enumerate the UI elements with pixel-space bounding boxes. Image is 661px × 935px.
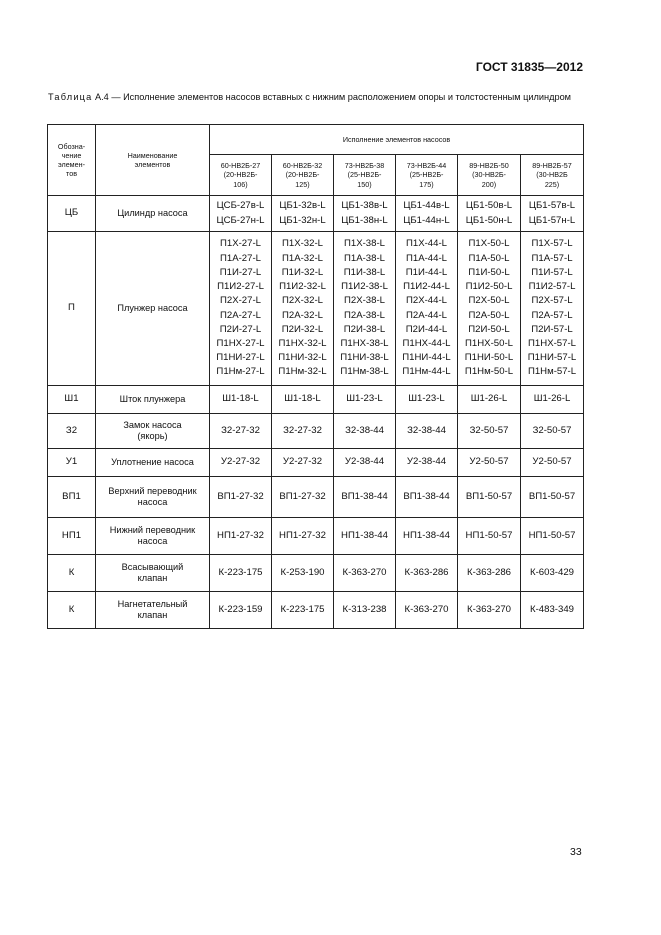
element-variant-value: З2-50-57: [458, 414, 521, 449]
element-variant-value: П1Х-27-L П1А-27-L П1И-27-L П1И2-27-L П2Х-27-L П2А-27-L П2И-27-L П1НХ-27-L П1НИ-27-L П1Нм-27-L: [210, 232, 272, 386]
element-variant-value: У2-50-57: [458, 449, 521, 477]
element-variant-value: К-223-175: [272, 592, 334, 629]
element-variant-value: ЦСБ-27в-L ЦСБ-27н-L: [210, 196, 272, 232]
element-variant-value: З2-27-32: [210, 414, 272, 449]
element-designation: У1: [48, 449, 96, 477]
element-variant-value: ВП1-38-44: [396, 477, 458, 518]
element-variant-value: К-313-238: [334, 592, 396, 629]
element-designation: П: [48, 232, 96, 386]
header-variant: 60-НВ2Б-27 (20-НВ2Б- 106): [210, 155, 272, 196]
element-variant-value: К-603-429: [521, 555, 584, 592]
element-designation: НП1: [48, 518, 96, 555]
element-variant-value: НП1-38-44: [396, 518, 458, 555]
element-variant-value: ЦБ1-44в-L ЦБ1-44н-L: [396, 196, 458, 232]
element-variant-value: У2-50-57: [521, 449, 584, 477]
table-row: [48, 477, 584, 518]
header-variant: 60-НВ2Б-32 (20-НВ2Б- 125): [272, 155, 334, 196]
element-variant-value: НП1-27-32: [272, 518, 334, 555]
element-variant-value: З2-50-57: [521, 414, 584, 449]
table-body: [48, 196, 584, 629]
element-variant-value: П1Х-32-L П1А-32-L П1И-32-L П1И2-32-L П2Х-32-L П2А-32-L П2И-32-L П1НХ-32-L П1НИ-32-L П1Нм-32-L: [272, 232, 334, 386]
element-name: Уплотнение насоса: [96, 449, 210, 477]
element-variant-value: ЦБ1-50в-L ЦБ1-50н-L: [458, 196, 521, 232]
element-variant-value: ЦБ1-32в-L ЦБ1-32н-L: [272, 196, 334, 232]
element-variant-value: НП1-50-57: [458, 518, 521, 555]
table-row: [48, 386, 584, 414]
header-variant: 89-НВ2Б-50 (30-НВ2Б- 200): [458, 155, 521, 196]
page-number: 33: [570, 846, 582, 858]
element-variant-value: К-363-270: [458, 592, 521, 629]
table-row: [48, 592, 584, 629]
header-variant: 89-НВ2Б-57 (30-НВ2Б 225): [521, 155, 584, 196]
table-caption: [48, 92, 582, 104]
element-designation: К: [48, 592, 96, 629]
table-row: [48, 555, 584, 592]
header-designation: Обозна- чение элемен- тов: [48, 125, 96, 196]
element-name: Шток плунжера: [96, 386, 210, 414]
element-name: Цилиндр насоса: [96, 196, 210, 232]
element-designation: ВП1: [48, 477, 96, 518]
header-variant: 73-НВ2Б-38 (25-НВ2Б- 150): [334, 155, 396, 196]
element-variant-value: НП1-27-32: [210, 518, 272, 555]
table-row: [48, 414, 584, 449]
element-variant-value: З2-27-32: [272, 414, 334, 449]
element-name: Нижний переводник насоса: [96, 518, 210, 555]
element-variant-value: П1Х-57-L П1А-57-L П1И-57-L П1И2-57-L П2Х-57-L П2А-57-L П2И-57-L П1НХ-57-L П1НИ-57-L П1Нм-57-L: [521, 232, 584, 386]
table-row: [48, 196, 584, 232]
element-variant-value: ВП1-27-32: [210, 477, 272, 518]
element-designation: Ш1: [48, 386, 96, 414]
document-standard-header: ГОСТ 31835—2012: [475, 60, 583, 74]
table-row: [48, 518, 584, 555]
element-name: Замок насоса (якорь): [96, 414, 210, 449]
element-variant-value: П1Х-38-L П1А-38-L П1И-38-L П1И2-38-L П2Х-38-L П2А-38-L П2И-38-L П1НХ-38-L П1НИ-38-L П1Нм-38-L: [334, 232, 396, 386]
header-pump-variants-group: Исполнение элементов насосов: [210, 125, 584, 155]
element-variant-value: Ш1-23-L: [396, 386, 458, 414]
element-name: Верхний переводник насоса: [96, 477, 210, 518]
element-variant-value: Ш1-23-L: [334, 386, 396, 414]
element-variant-value: П1Х-44-L П1А-44-L П1И-44-L П1И2-44-L П2Х-44-L П2А-44-L П2И-44-L П1НХ-44-L П1НИ-44-L П1Нм-44-L: [396, 232, 458, 386]
element-designation: З2: [48, 414, 96, 449]
element-variant-value: К-363-270: [396, 592, 458, 629]
element-variant-value: З2-38-44: [334, 414, 396, 449]
element-variant-value: У2-38-44: [334, 449, 396, 477]
element-variant-value: ВП1-27-32: [272, 477, 334, 518]
element-variant-value: П1Х-50-L П1А-50-L П1И-50-L П1И2-50-L П2Х-50-L П2А-50-L П2И-50-L П1НХ-50-L П1НИ-50-L П1Нм-50-L: [458, 232, 521, 386]
element-variant-value: У2-27-32: [272, 449, 334, 477]
element-variant-value: К-223-175: [210, 555, 272, 592]
element-name: Нагнетательный клапан: [96, 592, 210, 629]
table-caption-label: Таблица: [48, 92, 93, 102]
element-variant-value: Ш1-18-L: [272, 386, 334, 414]
element-variant-value: Ш1-26-L: [521, 386, 584, 414]
table-row: [48, 232, 584, 386]
element-variant-value: НП1-50-57: [521, 518, 584, 555]
element-name: Всасывающий клапан: [96, 555, 210, 592]
element-variant-value: У2-27-32: [210, 449, 272, 477]
element-variant-value: ВП1-50-57: [521, 477, 584, 518]
element-variant-value: ЦБ1-57в-L ЦБ1-57н-L: [521, 196, 584, 232]
element-variant-value: К-363-270: [334, 555, 396, 592]
element-variant-value: ВП1-38-44: [334, 477, 396, 518]
element-variant-value: Ш1-26-L: [458, 386, 521, 414]
element-variant-value: НП1-38-44: [334, 518, 396, 555]
element-designation: ЦБ: [48, 196, 96, 232]
element-name: Плунжер насоса: [96, 232, 210, 386]
pump-elements-table: [47, 124, 584, 629]
element-variant-value: К-223-159: [210, 592, 272, 629]
table-row: [48, 449, 584, 477]
element-variant-value: Ш1-18-L: [210, 386, 272, 414]
element-variant-value: К-483-349: [521, 592, 584, 629]
element-variant-value: З2-38-44: [396, 414, 458, 449]
element-designation: К: [48, 555, 96, 592]
element-variant-value: У2-38-44: [396, 449, 458, 477]
header-element-name: Наименование элементов: [96, 125, 210, 196]
element-variant-value: ЦБ1-38в-L ЦБ1-38н-L: [334, 196, 396, 232]
header-variant: 73-НВ2Б-44 (25-НВ2Б- 175): [396, 155, 458, 196]
element-variant-value: К-363-286: [396, 555, 458, 592]
element-variant-value: К-253-190: [272, 555, 334, 592]
element-variant-value: К-363-286: [458, 555, 521, 592]
element-variant-value: ВП1-50-57: [458, 477, 521, 518]
table-caption-text: А.4 — Исполнение элементов насосов вставных с нижним расположением опоры и толстостенным цилиндром: [95, 92, 571, 102]
